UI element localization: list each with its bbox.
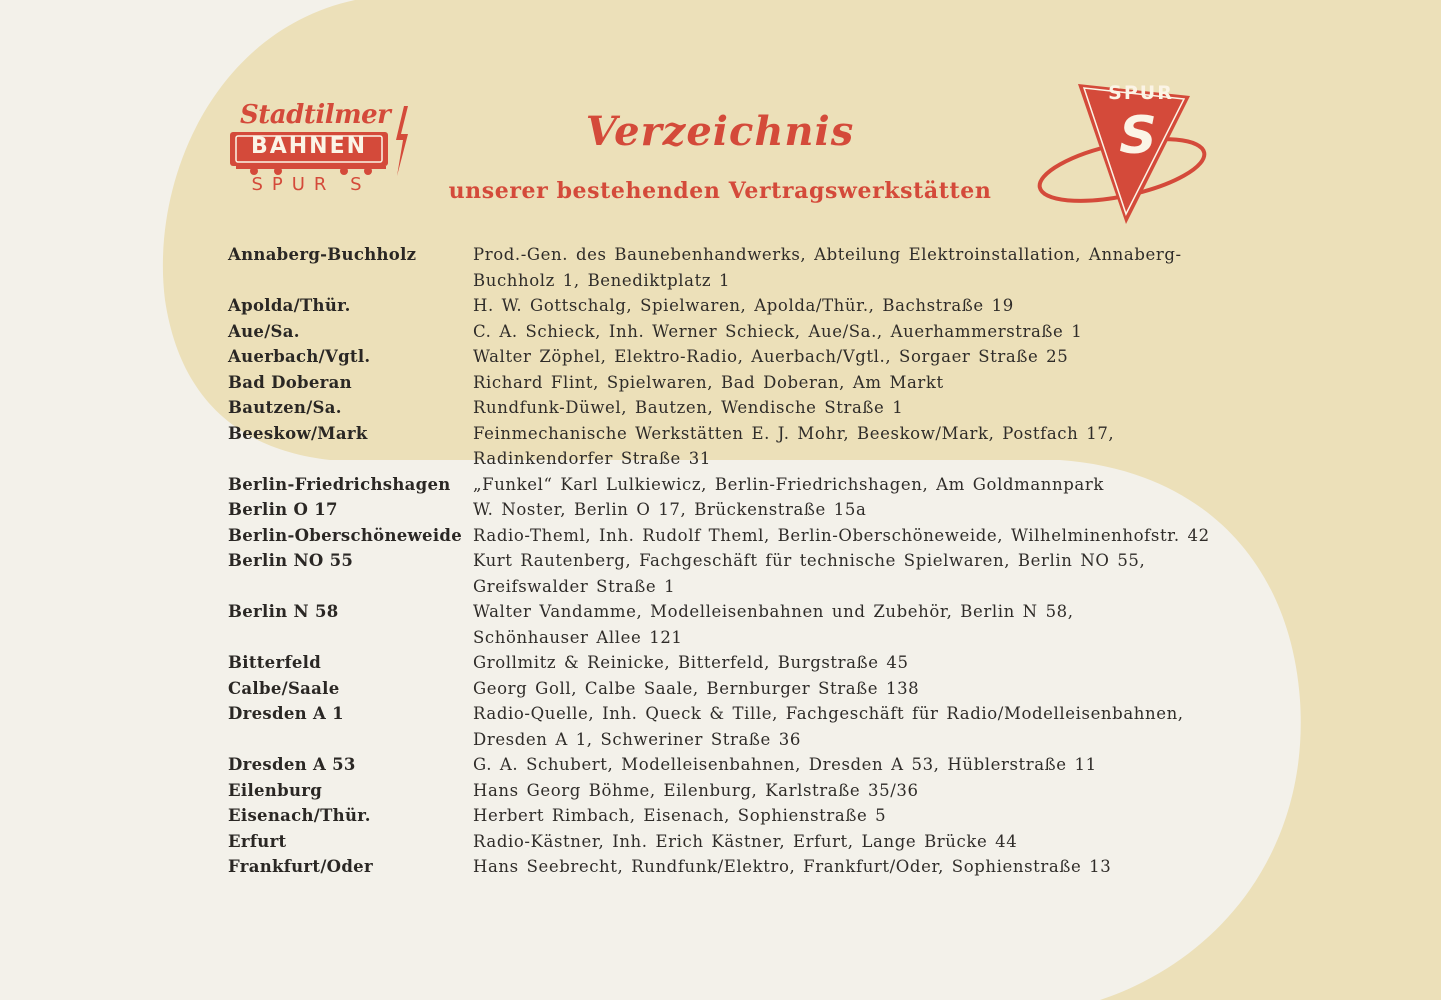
city-name: Apolda/Thür. [228, 296, 351, 315]
workshop-details [473, 599, 1213, 650]
page-subtitle: unserer bestehenden Vertragswerkstätten [448, 178, 992, 204]
city-name: Beeskow/Mark [228, 423, 368, 443]
workshop-address-line: Radio-Quelle, Inh. Queck & Tille, Fachgeschäft für Radio/Modelleisenbahnen, [473, 704, 1184, 723]
workshop-address-line: „Funkel“ Karl Lulkiewicz, Berlin-Friedrichshagen, Am Goldmannpark [473, 474, 1104, 494]
workshop-address-line: Feinmechanische Werkstätten E. J. Mohr, Beeskow/Mark, Postfach 17, [473, 423, 1115, 443]
city-name: Erfurt [228, 831, 287, 851]
list-item [228, 803, 1228, 829]
logo-plate-text: BAHNEN [250, 134, 368, 159]
city-name: Dresden A 53 [228, 755, 356, 774]
logo-spur-text: SPUR S [251, 174, 371, 195]
list-item [228, 778, 1228, 804]
list-item [228, 701, 1228, 752]
workshop-address-line: Greifswalder Straße 1 [473, 576, 676, 596]
workshop-address-line: C. A. Schieck, Inh. Werner Schieck, Aue/Sa., Auerhammerstraße 1 [473, 321, 1083, 341]
workshop-address-line: Prod.-Gen. des Baunebenhandwerks, Abteilung Elektroinstallation, Annaberg- [473, 245, 1182, 264]
workshop-details [473, 778, 1213, 804]
workshop-address-line: Herbert Rimbach, Eisenach, Sophienstraße 5 [473, 806, 887, 825]
workshop-details [473, 829, 1213, 855]
list-item [228, 676, 1228, 702]
workshop-details [473, 803, 1213, 829]
list-item [228, 854, 1228, 880]
list-item [228, 829, 1228, 855]
logo-right-s-letter: S [1119, 106, 1157, 166]
city-name: Eilenburg [228, 780, 323, 800]
list-item [228, 370, 1228, 396]
workshop-details [473, 395, 1213, 421]
workshop-details [473, 548, 1213, 599]
city-name: Frankfurt/Oder [228, 857, 373, 876]
city-name: Annaberg-Buchholz [228, 245, 417, 264]
city-name: Aue/Sa. [228, 321, 300, 341]
workshop-address-line: Grollmitz & Reinicke, Bitterfeld, Burgstraße 45 [473, 653, 909, 672]
workshop-address-line: Radinkendorfer Straße 31 [473, 449, 711, 468]
workshop-details [473, 370, 1213, 396]
workshop-address-line: H. W. Gottschalg, Spielwaren, Apolda/Thür., Bachstraße 19 [473, 296, 1014, 315]
city-name: Berlin-Oberschöneweide [228, 525, 463, 545]
workshop-details [473, 854, 1213, 880]
city-name: Bad Doberan [228, 372, 352, 392]
workshop-details [473, 497, 1213, 523]
workshop-address-line: Georg Goll, Calbe Saale, Bernburger Straße 138 [473, 678, 920, 698]
page-title: Verzeichnis [585, 108, 855, 155]
list-item [228, 344, 1228, 370]
city-name: Calbe/Saale [228, 678, 340, 698]
list-item [228, 752, 1228, 778]
city-name: Berlin O 17 [228, 500, 338, 519]
workshop-address-line: Walter Zöphel, Elektro-Radio, Auerbach/Vgtl., Sorgaer Straße 25 [473, 347, 1069, 366]
city-name: Berlin NO 55 [228, 551, 354, 570]
city-name: Bitterfeld [228, 653, 322, 672]
list-item [228, 548, 1228, 599]
list-item [228, 319, 1228, 345]
workshop-details [473, 344, 1213, 370]
city-name: Berlin N 58 [228, 602, 339, 621]
workshop-address-line: Buchholz 1, Benediktplatz 1 [473, 270, 731, 290]
workshop-list [228, 242, 1228, 880]
workshop-address-line: W. Noster, Berlin O 17, Brückenstraße 15a [473, 500, 867, 519]
workshop-details [473, 752, 1213, 778]
workshop-address-line: Richard Flint, Spielwaren, Bad Doberan, Am Markt [473, 372, 944, 392]
stadtilmer-bahnen-logo [226, 100, 412, 200]
list-item [228, 497, 1228, 523]
workshop-details [473, 421, 1213, 472]
list-item [228, 472, 1228, 498]
workshop-address-line: G. A. Schubert, Modelleisenbahnen, Dresden A 53, Hüblerstraße 11 [473, 755, 1097, 774]
city-name: Eisenach/Thür. [228, 806, 371, 825]
logo-right-spur-text: SPUR [1108, 82, 1174, 104]
workshop-details [473, 650, 1213, 676]
list-item [228, 421, 1228, 472]
lightning-bolt-icon [394, 106, 410, 176]
workshop-details [473, 242, 1213, 293]
workshop-address-line: Rundfunk-Düwel, Bautzen, Wendische Straße 1 [473, 398, 904, 417]
workshop-details [473, 701, 1213, 752]
city-name: Berlin-Friedrichshagen [228, 474, 451, 494]
workshop-address-line: Hans Seebrecht, Rundfunk/Elektro, Frankfurt/Oder, Sophienstraße 13 [473, 857, 1112, 876]
workshop-details [473, 523, 1213, 549]
list-item [228, 395, 1228, 421]
list-item [228, 650, 1228, 676]
workshop-address-line: Schönhauser Allee 121 [473, 627, 683, 647]
workshop-address-line: Walter Vandamme, Modelleisenbahnen und Zubehör, Berlin N 58, [473, 602, 1074, 621]
city-name: Bautzen/Sa. [228, 398, 342, 417]
workshop-details [473, 676, 1213, 702]
workshop-address-line: Radio-Kästner, Inh. Erich Kästner, Erfurt, Lange Brücke 44 [473, 831, 1018, 851]
workshop-details [473, 472, 1213, 498]
list-item [228, 242, 1228, 293]
spur-s-logo [1034, 80, 1210, 230]
workshop-details [473, 319, 1213, 345]
city-name: Dresden A 1 [228, 704, 344, 723]
logo-script-text: Stadtilmer [240, 100, 391, 130]
workshop-details [473, 293, 1213, 319]
workshop-address-line: Dresden A 1, Schweriner Straße 36 [473, 729, 801, 749]
workshop-address-line: Kurt Rautenberg, Fachgeschäft für technische Spielwaren, Berlin NO 55, [473, 551, 1146, 570]
list-item [228, 599, 1228, 650]
list-item [228, 523, 1228, 549]
list-item [228, 293, 1228, 319]
workshop-address-line: Hans Georg Böhme, Eilenburg, Karlstraße 35/36 [473, 780, 919, 800]
city-name: Auerbach/Vgtl. [228, 347, 371, 366]
workshop-address-line: Radio-Theml, Inh. Rudolf Theml, Berlin-Oberschöneweide, Wilhelminenhofstr. 42 [473, 525, 1210, 545]
